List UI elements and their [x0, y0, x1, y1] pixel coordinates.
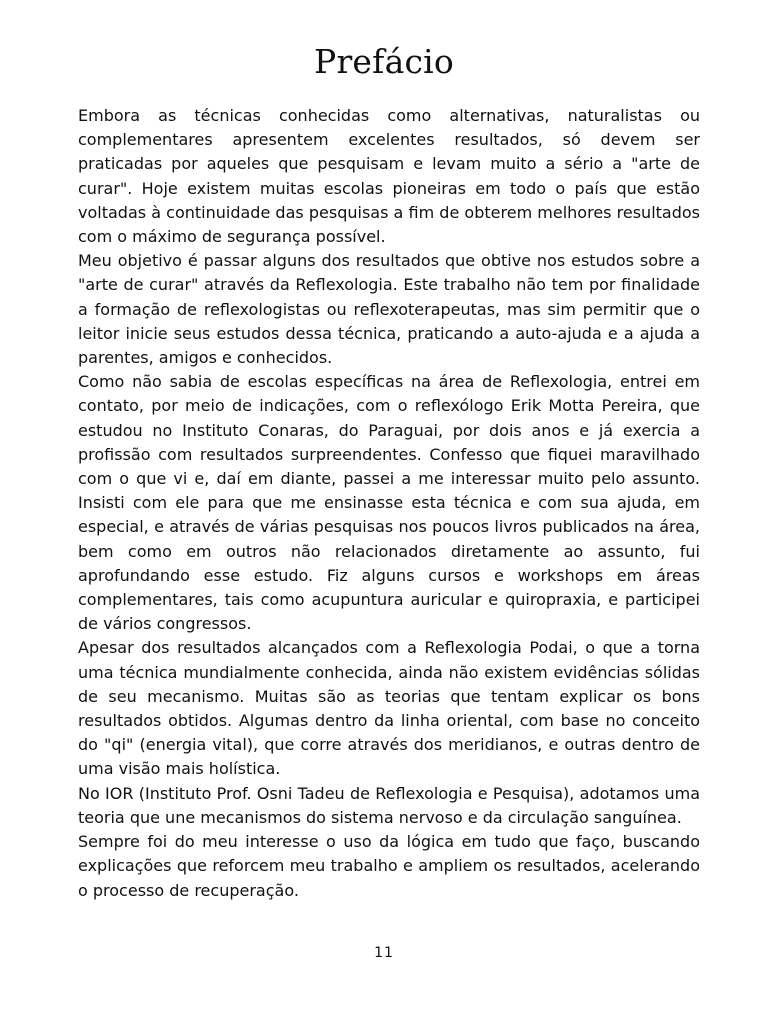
- paragraph: Meu objetivo é passar alguns dos resultados que obtive nos estudos sobre a "arte de curar" através da Reflexologia. Este trabalho não tem por finalidade a formação de reflexologistas ou reflexoterapeutas, mas sim permitir que o leitor inicie seus estudos dessa técnica, praticando a auto-ajuda e a ajuda a parentes, amigos e conhecidos.: [78, 251, 700, 368]
- paragraph: No IOR (Instituto Prof. Osni Tadeu de Reflexologia e Pesquisa), adotamos uma teoria que une mecanismos do sistema nervoso e da circulação sanguínea.: [78, 783, 700, 827]
- page-number: 11: [374, 945, 394, 961]
- paragraph: Embora as técnicas conhecidas como alternativas, naturalistas ou complementares apresentem excelentes resultados, só devem ser praticadas por aqueles que pesquisam e levam muito a sério a "arte de curar". Hoje existem muitas escolas pioneiras em todo o país que estão voltadas à continuidade das pesquisas a fim de obterem melhores resultados com o máximo de segurança possível.: [78, 106, 700, 247]
- paragraph: Apesar dos resultados alcançados com a Reflexologia Podai, o que a torna uma técnica mundialmente conhecida, ainda não existem evidências sólidas de seu mecanismo. Muitas são as teorias que tentam explicar os bons resultados obtidos. Algumas dentro da linha oriental, com base no conceito do "qi" (energia vital), que corre através dos meridianos, e outras dentro de uma visão mais holística.: [78, 638, 700, 779]
- paragraph: Como não sabia de escolas específicas na área de Reflexologia, entrei em contato, por meio de indicações, com o reflexólogo Erik Motta Pereira, que estudou no Instituto Conaras, do Paraguai, por dois anos e já exercia a profissão com resultados surpreendentes. Confesso que fiquei maravilhado com o que vi e, daí em diante, passei a me interessar muito pelo assunto. Insisti com ele para que me ensinasse esta técnica e com sua ajuda, em especial, e através de várias pesquisas nos poucos livros publicados na área, bem como em outros não relacionados diretamente ao assunto, fui aprofundando esse estudo. Fiz alguns cursos e workshops em áreas complementares, tais como acupuntura auricular e quiropraxia, e participei de vários congressos.: [78, 372, 700, 634]
- page-title: Prefácio: [314, 42, 454, 81]
- body-text: [78, 104, 700, 903]
- paragraph: Sempre foi do meu interesse o uso da lógica em tudo que faço, buscando explicações que reforcem meu trabalho e ampliem os resultados, acelerando o processo de recuperação.: [78, 832, 700, 900]
